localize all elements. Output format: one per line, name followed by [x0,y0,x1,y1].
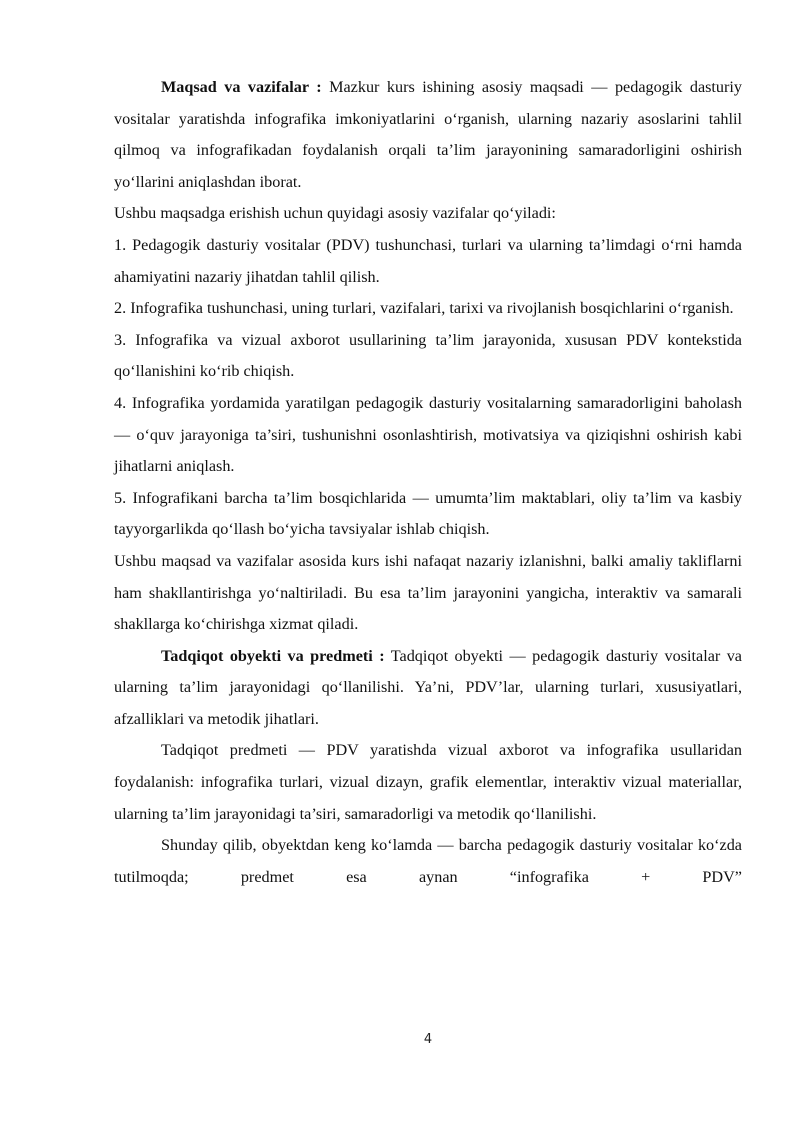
heading-research-object-and-subject: Tadqiqot obyekti va predmeti : [161,646,385,665]
paragraph-goals-intro [114,72,742,198]
page-number: 4 [423,1032,433,1047]
list-item-task-1: 1. Pedagogik dasturiy vositalar (PDV) tushunchasi, turlari va ularning ta’limdagi o‘rni hamda ahamiyatini nazariy jihatdan tahlil qilish. [114,235,742,286]
paragraph-conclusion: Shunday qilib, obyektdan keng ko‘lamda — barcha pedagogik dasturiy vositalar ko‘zda tutilmoqda; predmet esa aynan “infografika + PDV” [114,836,742,886]
paragraph-research-object [114,641,742,736]
paragraph-research-subject: Tadqiqot predmeti — PDV yaratishda vizual axborot va infografika usullaridan foydalanish: infografika turlari, vizual dizayn, grafik elementlar, interaktiv vizual materiallar, ularning ta’lim jarayonidagi ta’siri, samaradorligi va metodik qo‘llanilishi. [114,741,742,823]
goals-intro-text: Mazkur kurs ishining asosiy maqsadi — pedagogik dasturiy vositalar yaratishda infografika imkoniyatlarini o‘rganish, ularning nazariy asoslarini tahlil qilmoq va infografikadan foydalanish orqali ta’lim jarayonining samaradorligini oshirish yo‘llarini aniqlashdan iborat. [114,78,742,191]
paragraph-tasks-intro: Ushbu maqsadga erishish uchun quyidagi asosiy vazifalar qo‘yiladi: [114,204,556,223]
research-object-text: Tadqiqot obyekti — pedagogik dasturiy vositalar va ularning ta’lim jarayonidagi qo‘llanilishi. Ya’ni, PDV’lar, ularning turlari, xususiyatlari, afzalliklari va metodik jihatlari. [114,646,742,728]
document-page [114,72,742,893]
list-item-task-2: 2. Infografika tushunchasi, uning turlari, vazifalari, tarixi va rivojlanish bosqichlarini o‘rganish. [114,299,734,318]
list-item-task-4: 4. Infografika yordamida yaratilgan pedagogik dasturiy vositalarning samaradorligini baholash — o‘quv jarayoniga ta’siri, tushunishni osonlashtirish, motivatsiya va qiziqishni oshirish kabi jihatlarni aniqlash. [114,393,742,476]
paragraph-goals-summary: Ushbu maqsad va vazifalar asosida kurs ishi nafaqat nazariy izlanishni, balki amaliy takliflarni ham shakllantirishga yo‘naltiriladi. Bu esa ta’lim jarayonini yangicha, interaktiv va samarali shakllarga ko‘chirishga xizmat qiladi. [114,551,742,634]
heading-goals-and-tasks: Maqsad va vazifalar : [161,78,322,96]
list-item-task-3: 3. Infografika va vizual axborot usullarining ta’lim jarayonida, xususan PDV kontekstida qo‘llanishini ko‘rib chiqish. [114,330,742,381]
list-item-task-5: 5. Infografikani barcha ta’lim bosqichlarida — umumta’lim maktablari, oliy ta’lim va kasbiy tayyorgarlikda qo‘llash bo‘yicha tavsiyalar ishlab chiqish. [114,488,742,539]
